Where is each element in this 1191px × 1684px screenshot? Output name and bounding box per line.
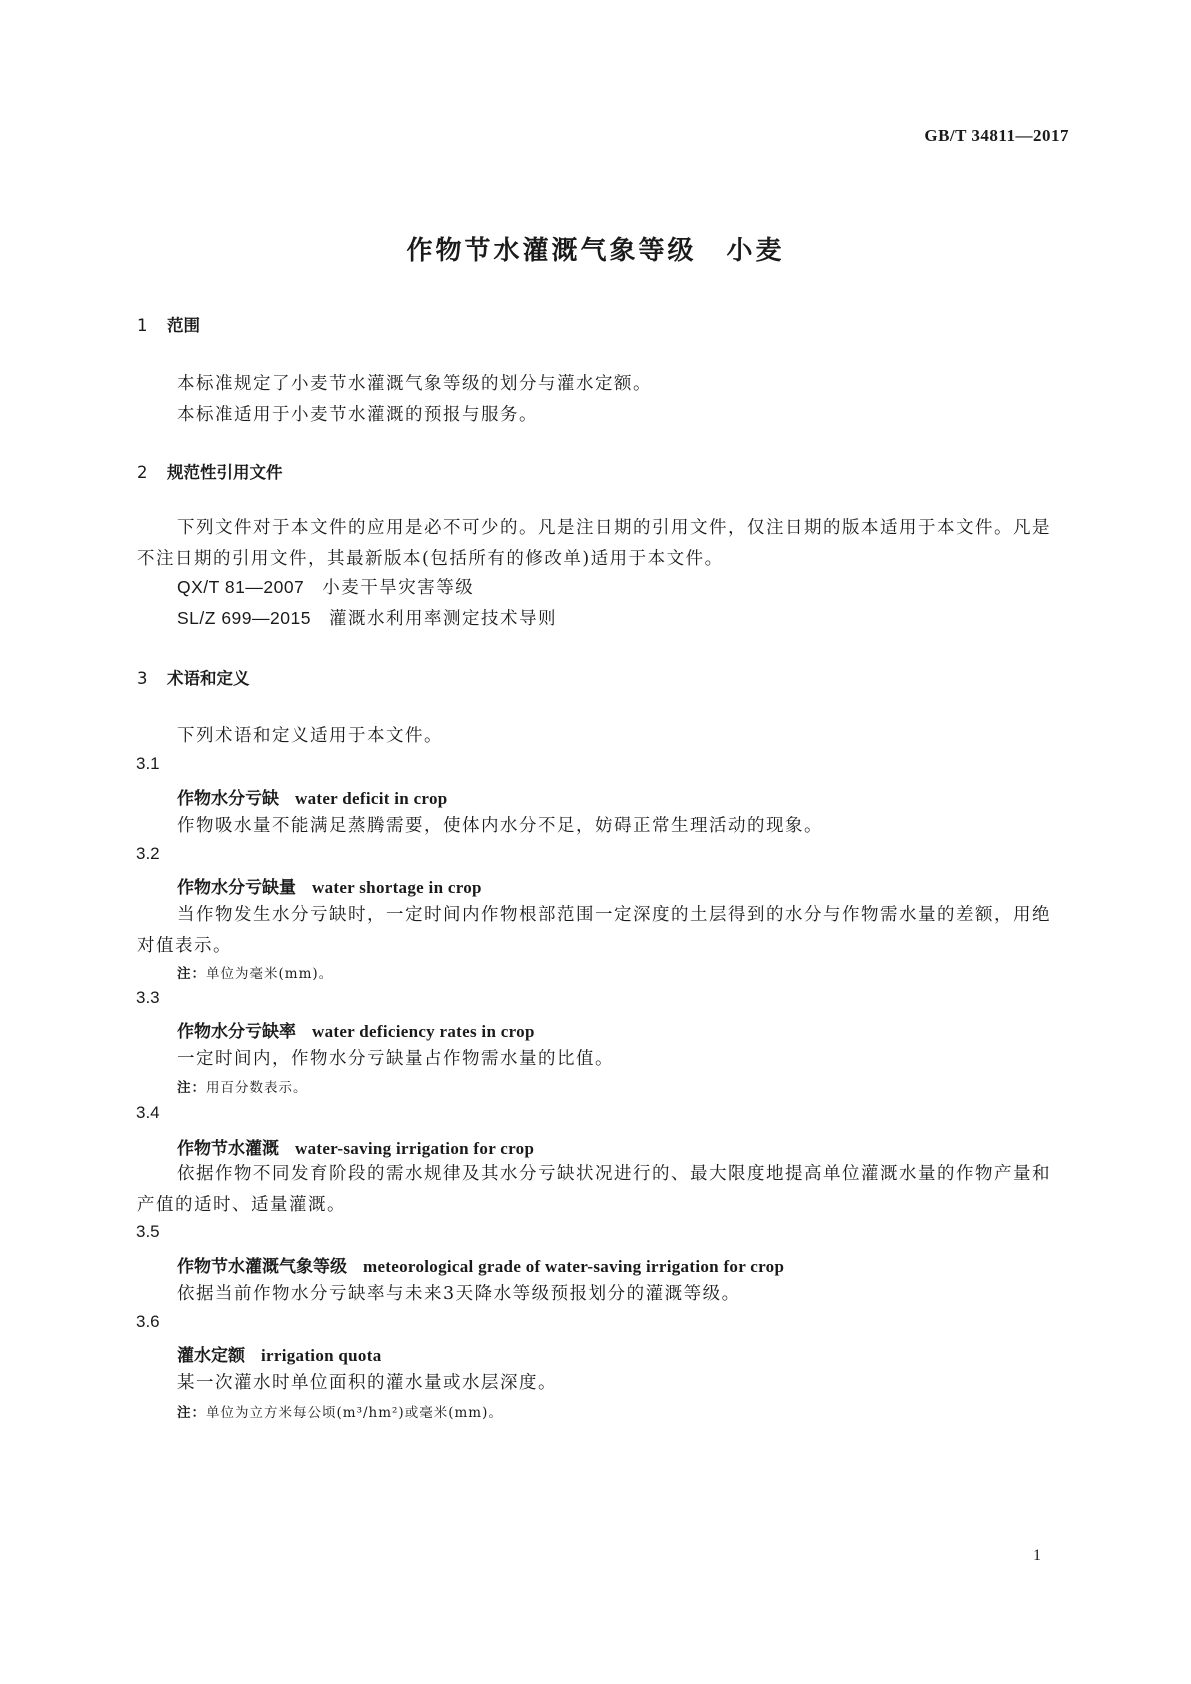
paragraph: 下列术语和定义适用于本文件。 (177, 726, 443, 746)
term-zh: 作物水分亏缺量 (177, 878, 296, 898)
paragraph: 本标准适用于小麦节水灌溉的预报与服务。 (177, 405, 538, 425)
reference-item (177, 574, 474, 599)
clause-number: 3.1 (136, 754, 160, 773)
paragraph: 本标准规定了小麦节水灌溉气象等级的划分与灌水定额。 (177, 374, 652, 394)
term-heading (177, 1134, 534, 1159)
section-heading-scope (137, 312, 200, 336)
term-definition: 某一次灌水时单位面积的灌水量或水层深度。 (177, 1373, 557, 1393)
reference-item (177, 605, 557, 630)
note (177, 962, 333, 982)
reference-title: 灌溉水利用率测定技术导则 (328, 609, 557, 629)
term-en: water-saving irrigation for crop (295, 1139, 535, 1158)
document-code: GB/T 34811—2017 (924, 126, 1069, 145)
section-number: 3 (137, 669, 148, 688)
reference-title: 小麦干旱灾害等级 (322, 578, 475, 598)
term-zh: 灌水定额 (177, 1346, 245, 1366)
note-label: 注： (177, 1080, 206, 1096)
note-text: 单位为毫米(mm)。 (206, 966, 334, 982)
paragraph: 下列文件对于本文件的应用是必不可少的。凡是注日期的引用文件，仅注日期的版本适用于本文件。凡是不注日期的引用文件，其最新版本(包括所有的修改单)适用于本文件。 (137, 518, 1051, 569)
term-heading (177, 784, 448, 809)
note-text: 单位为立方米每公顷(m³/hm²)或毫米(mm)。 (206, 1405, 503, 1421)
term-heading (177, 873, 482, 898)
reference-code: SL/Z 699—2015 (177, 608, 311, 628)
section-heading-terms (137, 665, 250, 689)
term-en: water deficiency rates in crop (312, 1022, 535, 1041)
section-title: 范围 (167, 316, 200, 335)
term-en: water deficit in crop (295, 789, 448, 808)
section-heading-normative-references (137, 459, 283, 483)
clause-number: 3.6 (136, 1312, 160, 1331)
note-text: 用百分数表示。 (206, 1080, 308, 1096)
term-definition: 依据作物不同发育阶段的需水规律及其水分亏缺状况进行的、最大限度地提高单位灌溉水量的作物产量和产值的适时、适量灌溉。 (137, 1164, 1051, 1215)
section-number: 2 (137, 463, 148, 482)
clause-number: 3.5 (136, 1222, 160, 1241)
note (177, 1401, 503, 1421)
term-heading (177, 1017, 535, 1042)
term-en: water shortage in crop (312, 878, 482, 897)
term-en: irrigation quota (261, 1346, 382, 1365)
clause-number: 3.3 (136, 988, 160, 1007)
note (177, 1076, 308, 1096)
title-main: 作物节水灌溉气象等级 (406, 236, 697, 266)
term-heading (177, 1252, 784, 1277)
term-en: meteorological grade of water-saving irrigation for crop (363, 1257, 785, 1276)
note-label: 注： (177, 966, 206, 982)
reference-code: QX/T 81—2007 (177, 577, 305, 597)
term-definition: 作物吸水量不能满足蒸腾需要，使体内水分不足，妨碍正常生理活动的现象。 (177, 816, 823, 836)
term-zh: 作物水分亏缺 (177, 789, 279, 809)
title-sub: 小麦 (726, 236, 785, 266)
document-title (0, 230, 1191, 267)
term-heading (177, 1341, 382, 1366)
term-zh: 作物节水灌溉 (177, 1139, 279, 1159)
section-title: 术语和定义 (167, 669, 250, 688)
page-number: 1 (1033, 1547, 1041, 1564)
clause-number: 3.4 (136, 1103, 160, 1122)
clause-number: 3.2 (136, 844, 160, 863)
term-definition: 当作物发生水分亏缺时，一定时间内作物根部范围一定深度的土层得到的水分与作物需水量的差额，用绝对值表示。 (137, 905, 1051, 956)
note-label: 注： (177, 1405, 206, 1421)
term-definition: 一定时间内，作物水分亏缺量占作物需水量的比值。 (177, 1049, 614, 1069)
term-zh: 作物水分亏缺率 (177, 1022, 296, 1042)
term-definition: 依据当前作物水分亏缺率与未来3天降水等级预报划分的灌溉等级。 (177, 1284, 741, 1304)
section-number: 1 (137, 316, 148, 335)
section-title: 规范性引用文件 (167, 463, 283, 482)
term-zh: 作物节水灌溉气象等级 (177, 1257, 347, 1277)
